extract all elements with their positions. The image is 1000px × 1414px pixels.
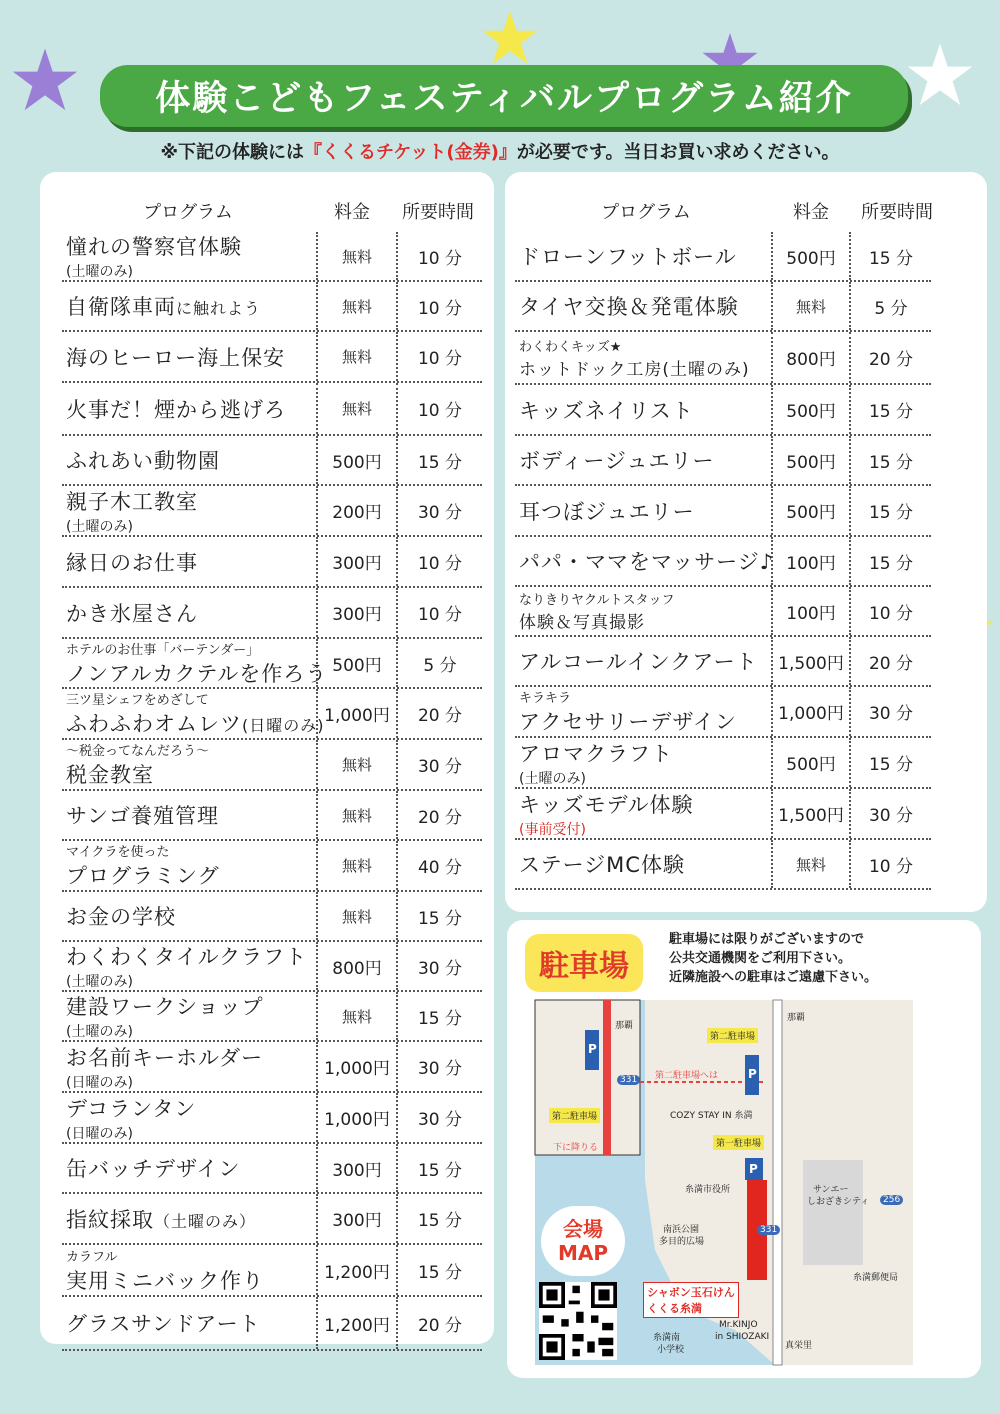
program-name: [519, 496, 771, 526]
program-name-text: 耳つぼジュエリー: [519, 499, 695, 524]
map-label: サンエー: [813, 1185, 849, 1195]
table-row: [62, 436, 482, 486]
venue-map-line: MAP: [557, 1241, 609, 1265]
program-name: 体験＆写真撮影: [519, 613, 645, 633]
notice-prefix: ※下記の体験には: [160, 142, 305, 163]
header-time: 所要時間: [402, 202, 474, 223]
time-cell: 20 分: [849, 637, 931, 685]
program-name-cell: [62, 740, 316, 789]
venue-map-line: 会場: [563, 1217, 603, 1241]
table-row: [62, 841, 482, 892]
map-label: 小学校: [657, 1345, 685, 1355]
program-prefix: 三ツ星シェフをめざして: [66, 693, 209, 708]
program-name-text: プログラミング: [66, 864, 220, 888]
program-name-text: 縁日のお仕事: [66, 550, 198, 575]
program-note: (土曜のみ): [519, 770, 586, 787]
time-cell: 10 分: [396, 383, 482, 434]
program-table-right: [505, 172, 987, 912]
program-name-text: パパ・ママをマッサージ♪: [519, 550, 775, 574]
table-row: [62, 537, 482, 588]
program-name-text: 親子木工教室: [66, 489, 198, 514]
star-yellow-icon: [480, 8, 540, 68]
time-cell: 20 分: [396, 1297, 482, 1349]
header-program: プログラム: [143, 202, 233, 223]
fee-cell: 300円: [316, 1144, 396, 1192]
program-name-cell: [62, 1144, 316, 1192]
program-prefix: ～税金ってなんだろう～: [66, 744, 210, 759]
time-cell: 15 分: [396, 892, 482, 940]
program-note: (土曜のみ): [66, 518, 133, 535]
program-name-cell: [62, 942, 316, 990]
time-cell: 30 分: [849, 789, 931, 838]
table-row: [515, 738, 931, 789]
venue-label: [643, 1282, 739, 1318]
program-name: [519, 646, 771, 676]
fee-cell: 500円: [771, 738, 849, 787]
program-note: (日曜のみ): [66, 1125, 133, 1142]
program-note: (土曜のみ): [66, 1024, 133, 1040]
program-name-cell: [515, 282, 771, 330]
fee-cell: 1,200円: [316, 1297, 396, 1349]
program-name: [66, 1265, 316, 1295]
time-cell: 20 分: [396, 791, 482, 839]
table-row: [515, 687, 931, 738]
page-title-bar: [100, 65, 908, 127]
map-label: 那覇: [615, 1021, 634, 1031]
program-name: [66, 658, 328, 688]
table-row: [62, 892, 482, 942]
fee-cell: 300円: [316, 588, 396, 637]
table-row: [62, 1245, 482, 1297]
fee-cell: 1,000円: [316, 1042, 396, 1091]
program-name-cell: [62, 486, 316, 535]
fee-cell: 100円: [771, 537, 849, 585]
time-cell: 30 分: [849, 687, 931, 736]
program-name-cell: [515, 537, 775, 585]
program-name: [66, 486, 316, 516]
time-cell: 10 分: [396, 282, 482, 330]
program-name-cell: [515, 789, 771, 838]
table-header: [64, 198, 484, 224]
program-name: [519, 789, 771, 819]
program-prefix: ホテルのお仕事「バーテンダー」: [66, 642, 260, 658]
fee-cell: 1,200円: [316, 1245, 396, 1295]
parking-note-line: 近隣施設への駐車はご遠慮下さい。: [669, 970, 878, 985]
time-cell: 30 分: [396, 942, 482, 990]
time-cell: 15 分: [849, 232, 931, 280]
program-name: [519, 291, 771, 321]
venue-label-line: くくる糸満: [647, 1302, 702, 1315]
program-name-cell: [62, 992, 316, 1040]
program-name-text: キッズモデル体験: [519, 792, 694, 817]
program-name-cell: [62, 383, 316, 434]
program-name: [519, 546, 775, 576]
program-name: [66, 708, 325, 738]
map-label: in SHIOZAKI: [715, 1332, 770, 1342]
fee-cell: 無料: [771, 282, 849, 330]
program-rows-right: [515, 232, 931, 890]
map-label: しおざきシティ: [807, 1197, 870, 1207]
notice-suffix: が必要です。当日お買い求めください。: [516, 142, 840, 163]
program-name-text: お名前キーホルダー: [66, 1045, 264, 1070]
program-name-text: 海のヒーロー海上保安: [66, 345, 286, 370]
program-name-cell: [515, 332, 771, 383]
program-name-cell: [515, 840, 771, 888]
program-name: [66, 1153, 316, 1183]
time-cell: 30 分: [396, 1093, 482, 1142]
program-name-text: アルコールインクアート: [519, 650, 758, 674]
program-prefix: マイクラを使った: [66, 845, 170, 860]
route-331-label: 331: [617, 1075, 640, 1085]
parking2-label: 第二駐車場: [707, 1028, 758, 1043]
table-row: [515, 282, 931, 332]
table-row: [515, 537, 931, 587]
program-name-text: サンゴ養殖管理: [66, 804, 219, 828]
parking-section: [507, 920, 981, 1378]
fee-cell: 1,000円: [316, 1093, 396, 1142]
map-label-cozy: COZY STAY IN 糸満: [670, 1111, 753, 1121]
program-name-cell: [62, 282, 316, 330]
program-name-text: 実用ミニバック作り: [66, 1268, 264, 1293]
map-label: 糸満郵便局: [853, 1273, 899, 1283]
program-name-cell: [515, 637, 771, 685]
qr-code-icon[interactable]: [539, 1282, 617, 1360]
fee-cell: 1,000円: [771, 687, 849, 736]
program-name: [66, 1042, 316, 1072]
time-cell: 15 分: [396, 1144, 482, 1192]
program-name-cell: [62, 1194, 316, 1243]
map-label: 南浜公園: [663, 1225, 700, 1235]
program-name-cell: [62, 892, 316, 940]
program-name: [519, 849, 771, 879]
map-label: Mr.KINJO: [719, 1320, 758, 1330]
program-name: [66, 941, 316, 971]
program-note: (事前受付): [519, 821, 586, 838]
map-label: 糸満南: [653, 1333, 681, 1343]
fee-cell: 1,000円: [316, 689, 396, 738]
fee-cell: 無料: [316, 791, 396, 839]
program-name-text: ふわふわオムレツ: [66, 712, 242, 736]
table-row: [515, 332, 931, 385]
program-name: [66, 394, 316, 424]
table-row: [515, 587, 931, 637]
program-name-cell: [515, 486, 771, 535]
ticket-notice: [0, 138, 1000, 164]
table-row: [62, 639, 482, 689]
program-name: [519, 445, 771, 475]
route-256-label: 256: [880, 1195, 903, 1205]
table-row: [62, 1144, 482, 1194]
venue-map-badge: [541, 1206, 625, 1276]
parking2-direction: 第二駐車場へは: [655, 1071, 719, 1081]
program-name-cell: [62, 639, 328, 687]
program-name-cell: [62, 1093, 316, 1142]
table-row: [515, 637, 931, 687]
table-row: [515, 789, 931, 840]
table-header: [521, 198, 976, 224]
program-name-cell: [62, 1042, 316, 1091]
program-name: ホットドック工房(土曜のみ): [519, 359, 750, 380]
program-name-note: （土曜のみ）: [154, 1211, 257, 1231]
notice-highlight: 『くくるチケット(金券)』: [304, 142, 517, 163]
time-cell: 15 分: [849, 385, 931, 434]
time-cell: 10 分: [396, 588, 482, 637]
program-name-text: ステージMC体験: [519, 853, 685, 877]
fee-cell: 500円: [771, 385, 849, 434]
star-white-icon: [905, 40, 975, 110]
parking-title-box: [525, 934, 643, 992]
star-purple-icon: [10, 45, 80, 115]
fee-cell: 1,500円: [771, 789, 849, 838]
time-cell: 15 分: [849, 738, 931, 787]
fee-cell: 800円: [771, 332, 849, 383]
table-row: [515, 486, 931, 537]
time-cell: 20 分: [849, 332, 931, 383]
program-name-text: 税金教室: [66, 763, 154, 787]
time-cell: 15 分: [849, 486, 931, 535]
program-note: (土曜のみ): [66, 264, 133, 280]
program-name: [66, 1308, 316, 1338]
fee-cell: 800円: [316, 942, 396, 990]
fee-cell: 無料: [771, 840, 849, 888]
program-prefix: わくわくキッズ★: [519, 339, 622, 355]
table-row: [62, 486, 482, 537]
table-row: [62, 740, 482, 791]
program-name: [66, 860, 316, 890]
page-title: 体験こどもフェスティバルプログラム紹介: [155, 79, 853, 119]
parking-title: 駐車場: [539, 949, 629, 984]
time-cell: 10 分: [849, 840, 931, 888]
time-cell: 20 分: [396, 689, 482, 738]
program-name: [66, 291, 316, 321]
fee-cell: 500円: [771, 486, 849, 535]
program-name-cell: [515, 738, 771, 787]
table-row: [515, 436, 931, 486]
program-name: [519, 706, 771, 736]
program-name-text: ふれあい動物園: [66, 449, 220, 473]
venue-label-line: シャボン玉石けん: [647, 1286, 735, 1299]
program-name-cell: [62, 791, 316, 839]
program-name-text: わくわくタイルクラフト: [66, 945, 308, 969]
parking-note-line: 駐車場には限りがございますので: [669, 932, 865, 947]
fee-cell: 300円: [316, 537, 396, 586]
program-name-text: グラスサンドアート: [66, 1312, 261, 1336]
fee-cell: 500円: [316, 436, 396, 484]
fee-cell: 1,500円: [771, 637, 849, 685]
program-name-cell: [62, 232, 316, 280]
time-cell: 30 分: [396, 486, 482, 535]
time-cell: 10 分: [849, 587, 931, 635]
map-label-cityhall: 糸満市役所: [685, 1185, 731, 1195]
program-name-cell: [62, 436, 316, 484]
time-cell: 15 分: [396, 1245, 482, 1295]
table-row: [62, 1194, 482, 1245]
table-row: [62, 588, 482, 639]
program-prefix: キラキラ: [519, 691, 572, 706]
table-row: [515, 840, 931, 890]
header-time: 所要時間: [861, 202, 933, 223]
table-row: [62, 232, 482, 282]
header-program: プログラム: [601, 202, 691, 223]
program-name-text: デコランタン: [66, 1096, 197, 1121]
program-name-cell: [62, 1245, 316, 1295]
fee-cell: 200円: [316, 486, 396, 535]
time-cell: 15 分: [396, 436, 482, 484]
fee-cell: 無料: [316, 383, 396, 434]
fee-cell: 300円: [316, 1194, 396, 1243]
fee-cell: 無料: [316, 992, 396, 1040]
table-row: [62, 942, 482, 992]
time-cell: 10 分: [396, 537, 482, 586]
map-label: 那覇: [787, 1013, 806, 1023]
program-name-text: アロマクラフト: [519, 741, 673, 766]
time-cell: 15 分: [849, 436, 931, 484]
fee-cell: 無料: [316, 332, 396, 381]
table-row: [62, 383, 482, 436]
table-row: [62, 992, 482, 1042]
program-name: [66, 1093, 316, 1123]
program-name-cell: [515, 587, 771, 635]
map-label: 多目的広場: [659, 1237, 705, 1247]
time-cell: 40 分: [396, 841, 482, 890]
program-name-cell: [62, 537, 316, 586]
time-cell: 30 分: [396, 740, 482, 789]
table-row: [62, 282, 482, 332]
program-name-cell: [515, 385, 771, 434]
program-name: [66, 901, 316, 931]
time-cell: 30 分: [396, 1042, 482, 1091]
parking-p-icon: P: [588, 1042, 597, 1056]
header-fee: 料金: [793, 202, 829, 223]
fee-cell: 無料: [316, 282, 396, 330]
program-name-note: (日曜のみ): [242, 716, 325, 735]
program-name-cell: [62, 588, 316, 637]
program-name-cell: [62, 689, 325, 738]
program-name-text: お金の学校: [66, 905, 176, 929]
time-cell: 10 分: [396, 332, 482, 381]
program-name-text: 指紋採取: [66, 1207, 154, 1232]
fee-cell: 無料: [316, 841, 396, 890]
program-name-text: 憧れの警察官体験: [66, 235, 242, 259]
program-name-text: 火事だ！煙から逃げろ: [66, 397, 286, 422]
program-name: [66, 991, 316, 1021]
program-name: [66, 231, 316, 261]
table-row: [515, 232, 931, 282]
program-name: [66, 1204, 316, 1234]
header-fee: 料金: [334, 202, 370, 223]
program-name: [66, 759, 316, 789]
program-name: [66, 598, 316, 628]
program-name-cell: [515, 436, 771, 484]
program-name: [519, 738, 771, 768]
table-row: [62, 1093, 482, 1144]
program-prefix: カラフル: [66, 1249, 118, 1265]
program-note: (日曜のみ): [66, 1074, 133, 1091]
program-name-cell: [62, 1297, 316, 1349]
program-name: [66, 445, 316, 475]
program-rows-left: [62, 232, 482, 1351]
program-name-text: 建設ワークショップ: [66, 995, 264, 1019]
program-name-text: かき氷屋さん: [66, 601, 198, 626]
table-row: [515, 385, 931, 436]
program-table-left: [40, 172, 494, 1344]
parking2-label: 第二駐車場: [549, 1108, 600, 1123]
parking-note: [669, 930, 877, 987]
program-name-text: ボディージュエリー: [519, 449, 715, 473]
program-note: (土曜のみ): [66, 974, 133, 990]
fee-cell: 100円: [771, 587, 849, 635]
program-name-text: タイヤ交換＆発電体験: [519, 295, 739, 319]
fee-cell: 500円: [771, 436, 849, 484]
fee-cell: 無料: [316, 232, 396, 280]
table-row: [62, 689, 482, 740]
parking-p-icon: P: [748, 1067, 757, 1081]
program-name-cell: [62, 841, 316, 890]
fee-cell: 無料: [316, 892, 396, 940]
time-cell: 10 分: [396, 232, 482, 280]
program-name: [66, 342, 316, 372]
program-name-note: に触れよう: [176, 299, 262, 318]
program-name-cell: [515, 232, 771, 280]
program-name-text: キッズネイリスト: [519, 398, 694, 423]
map-label: 下に降りる: [553, 1143, 599, 1153]
program-name-text: 缶バッチデザイン: [66, 1157, 241, 1181]
table-row: [62, 1042, 482, 1093]
program-name-text: 自衛隊車両: [66, 295, 176, 319]
program-name: [519, 241, 771, 271]
parking-note-line: 公共交通機関をご利用下さい。: [669, 951, 852, 966]
route-331-label: 331: [757, 1225, 780, 1235]
program-prefix: なりきりヤクルトスタッフ: [519, 593, 675, 608]
table-row: [62, 332, 482, 383]
fee-cell: 無料: [316, 740, 396, 789]
program-name: [66, 547, 316, 577]
program-name-text: アクセサリーデザイン: [519, 710, 737, 734]
time-cell: 5 分: [849, 282, 931, 330]
program-name-cell: [515, 687, 771, 736]
program-name-text: ノンアルカクテルを作ろう: [66, 661, 328, 686]
parking1-label: 第一駐車場: [713, 1135, 764, 1150]
fee-cell: 500円: [316, 639, 396, 687]
map-label: 真栄里: [785, 1341, 813, 1351]
time-cell: 15 分: [396, 1194, 482, 1243]
fee-cell: 500円: [771, 232, 849, 280]
program-name-cell: [62, 332, 316, 381]
table-row: [62, 1297, 482, 1351]
time-cell: 5 分: [396, 639, 482, 687]
program-name-text: ドローンフットボール: [519, 245, 737, 269]
program-name: [66, 800, 316, 830]
program-name: [519, 395, 771, 425]
time-cell: 15 分: [849, 537, 931, 585]
table-row: [62, 791, 482, 841]
time-cell: 15 分: [396, 992, 482, 1040]
parking-p-icon: P: [749, 1162, 758, 1176]
